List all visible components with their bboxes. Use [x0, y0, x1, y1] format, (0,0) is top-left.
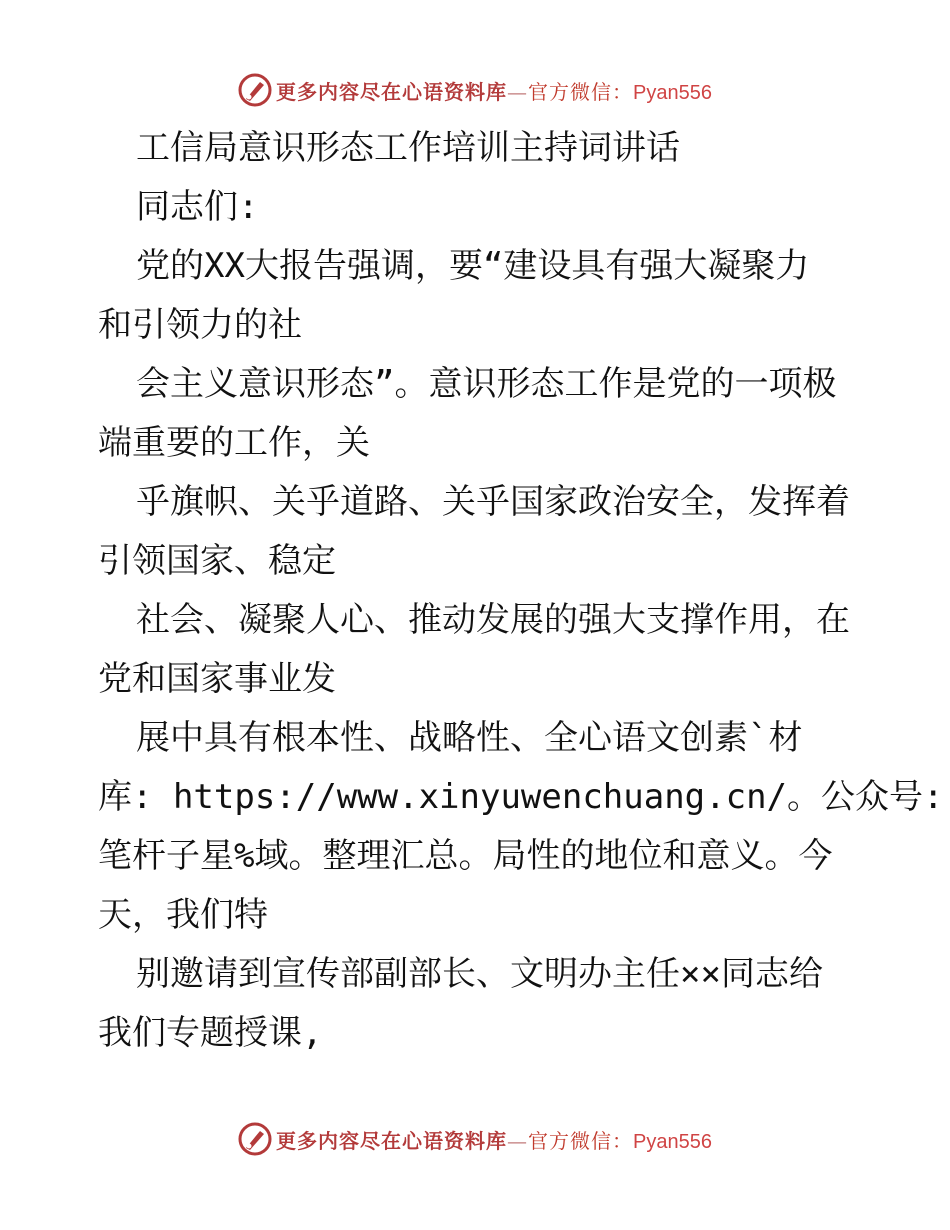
header-wechat-label: 官方微信： [528, 79, 634, 104]
text-line: 端重要的工作，关 [98, 423, 370, 463]
text-line: 党的XX大报告强调，要“建设具有强大凝聚力 [136, 246, 810, 286]
footer-banner-text [276, 1125, 712, 1154]
header-separator: — [507, 79, 529, 104]
text-line: 和引领力的社 [98, 305, 302, 345]
ink-pen-seal-icon [238, 1122, 272, 1156]
header-brand-text: 更多内容尽在心语资料库 [276, 79, 508, 104]
text-line: 引领国家、稳定 [98, 541, 336, 581]
text-line: 同志们: [136, 187, 259, 227]
footer-brand-text: 更多内容尽在心语资料库 [276, 1128, 508, 1153]
text-line: 社会、凝聚人心、推动发展的强大支撑作用，在 [136, 600, 850, 640]
header-banner-text [276, 76, 712, 105]
text-line: 别邀请到宣传部副部长、文明办主任××同志给 [136, 954, 823, 994]
text-line: 笔杆子星%域。整理汇总。局性的地位和意义。今 [98, 836, 833, 876]
header-banner [0, 70, 950, 110]
footer-wechat-id: Pyan556 [633, 1130, 712, 1153]
footer-wechat-label: 官方微信： [528, 1128, 634, 1153]
document-body [98, 119, 944, 1063]
text-line: 工信局意识形态工作培训主持词讲话 [136, 128, 680, 168]
footer-separator: — [507, 1128, 529, 1153]
text-line: 天，我们特 [98, 895, 268, 935]
text-line: 展中具有根本性、战略性、全心语文创素`材 [136, 718, 803, 758]
text-line: 乎旗帜、关乎道路、关乎国家政治安全，发挥着 [136, 482, 850, 522]
footer-banner [0, 1119, 950, 1159]
ink-pen-seal-icon [238, 73, 272, 107]
text-line: 我们专题授课, [98, 1013, 323, 1053]
text-line: 库: https://www.xinyuwenchuang.cn/。公众号: [98, 777, 944, 817]
text-line: 党和国家事业发 [98, 659, 336, 699]
text-line: 会主义意识形态”。意识形态工作是党的一项极 [136, 364, 837, 404]
header-wechat-id: Pyan556 [633, 81, 712, 104]
